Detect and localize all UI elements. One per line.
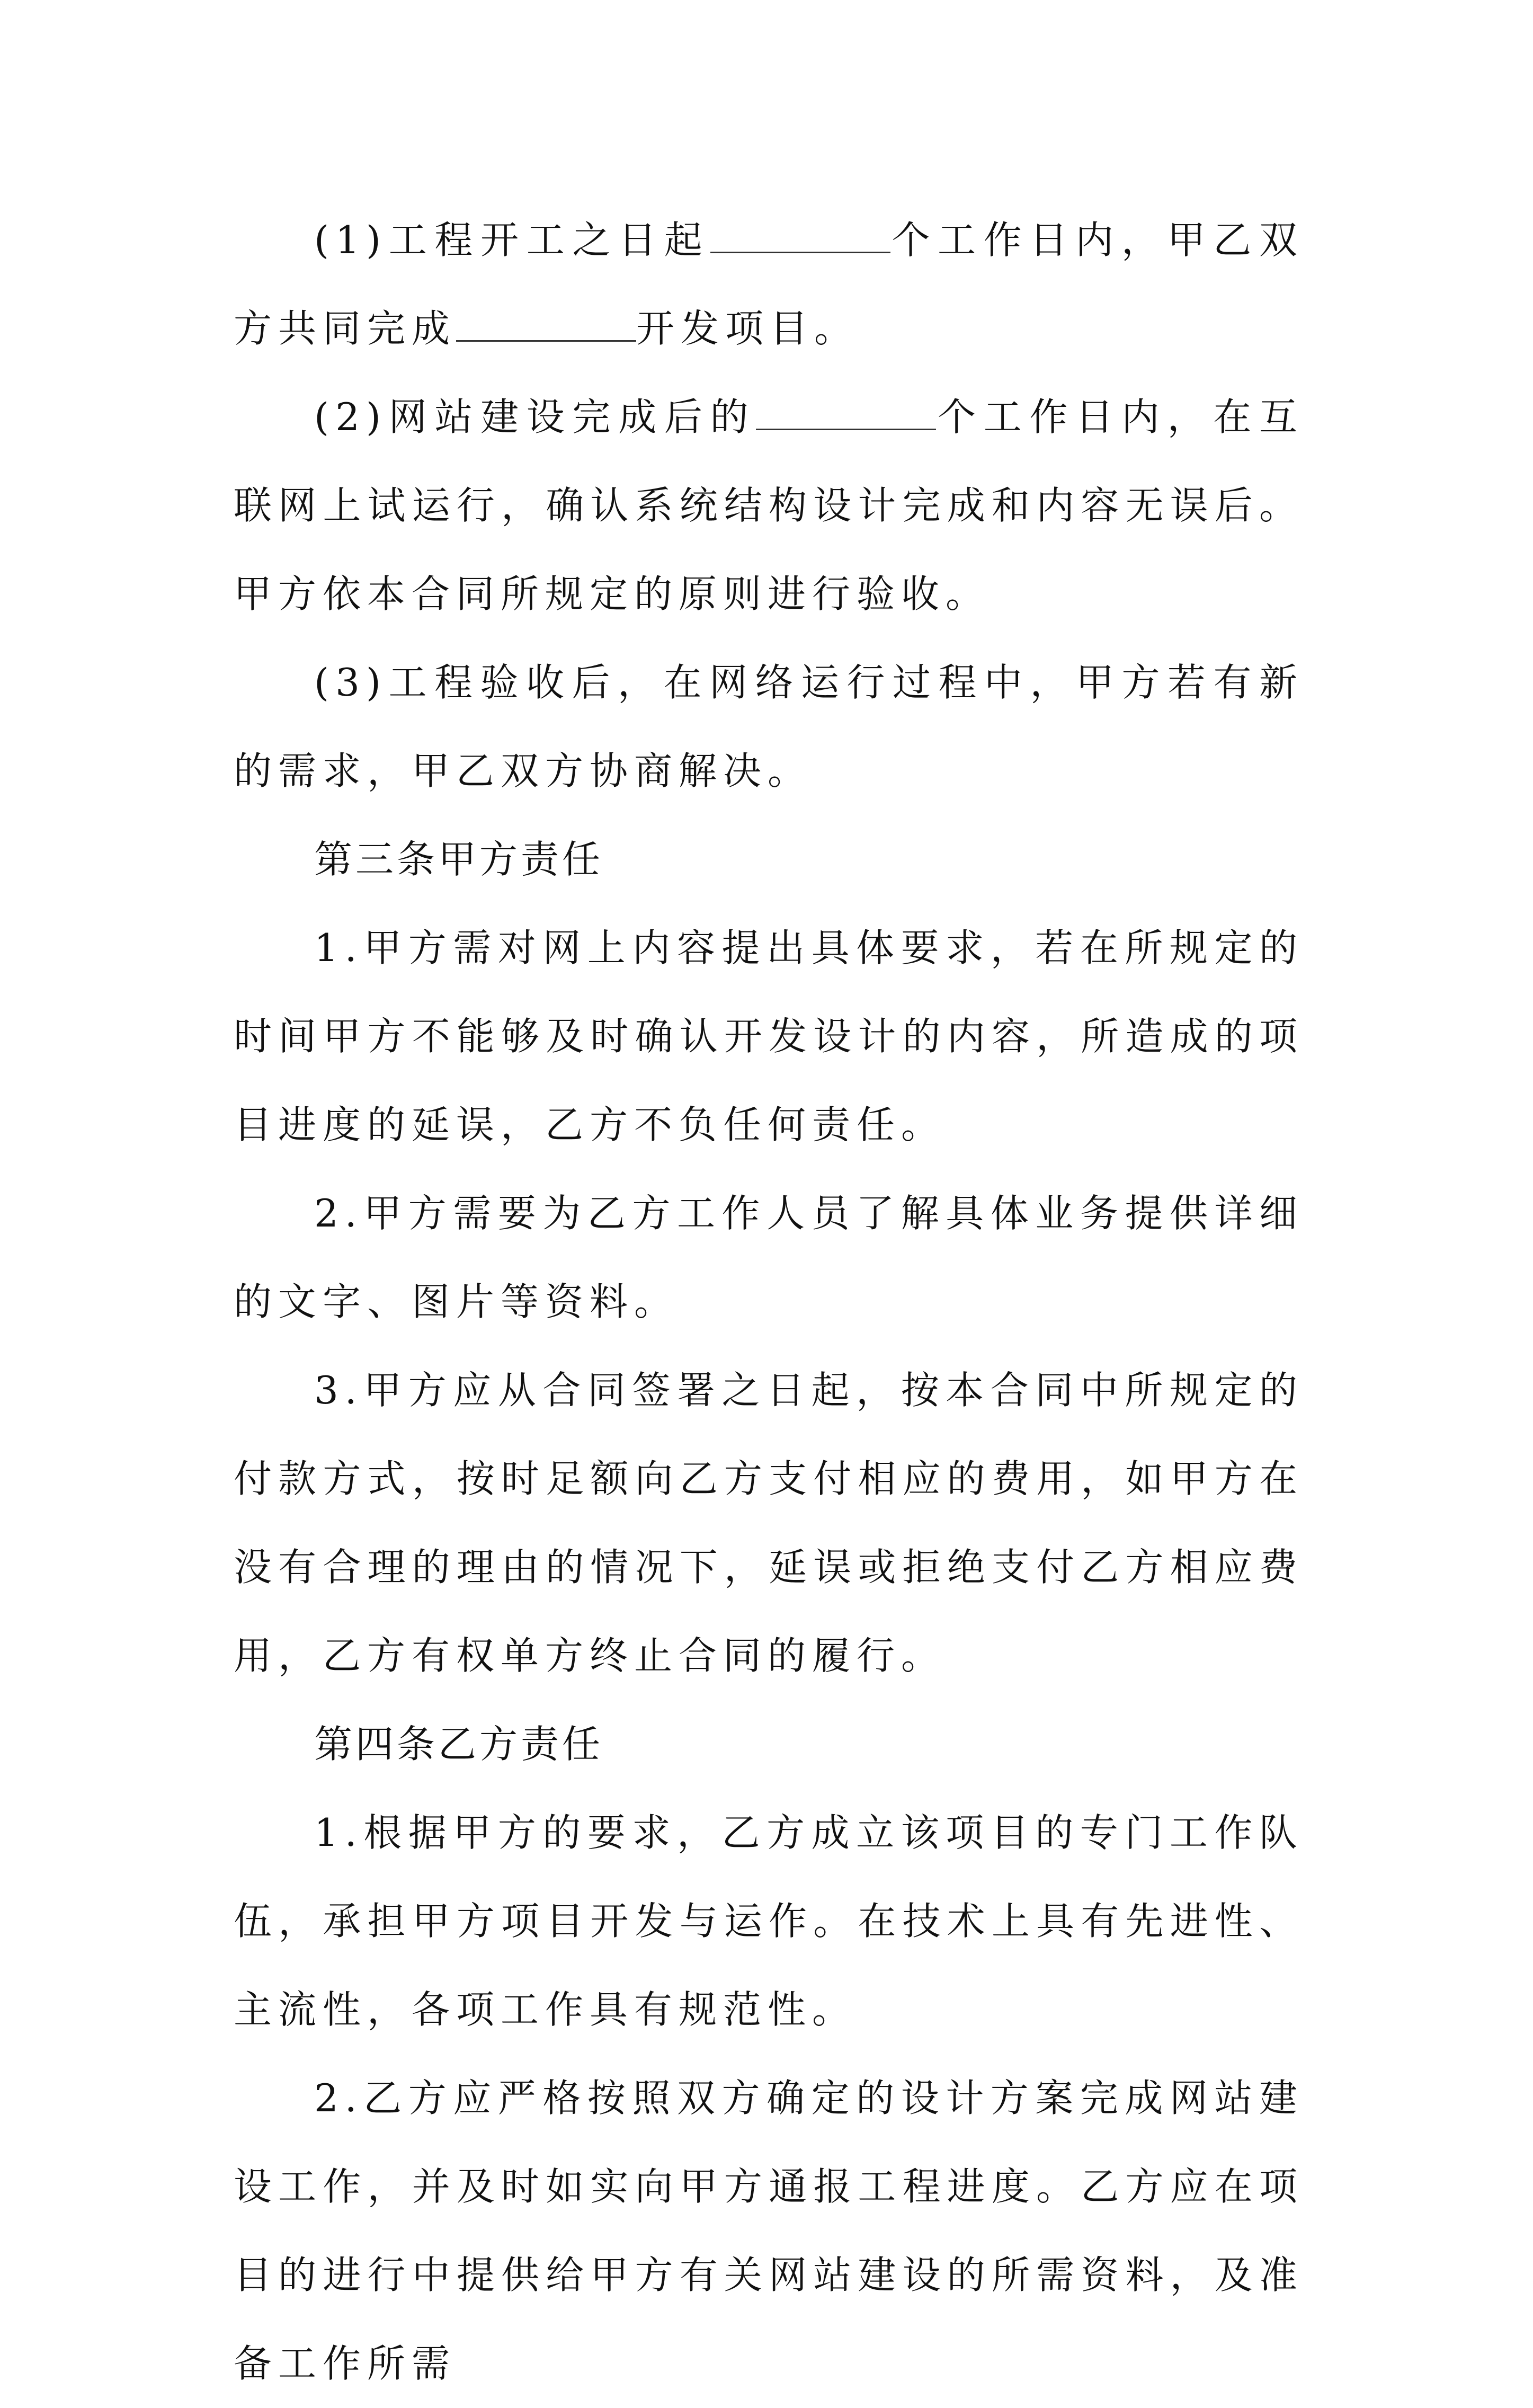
fill-in-blank-1: [710, 217, 890, 253]
paragraph-7: 1.根据甲方的要求，乙方成立该项目的专门工作队伍，承担甲方项目开发与运作。在技术上具有先进性、主流性，各项工作具有规范性。: [234, 1810, 1304, 2032]
paragraph-4: 1.甲方需对网上内容提出具体要求，若在所规定的时间甲方不能够及时确认开发设计的内容，所造成的项目进度的延误，乙方不负任何责任。: [234, 926, 1304, 1147]
paragraph-8: 2.乙方应严格按照双方确定的设计方案完成网站建设工作，并及时如实向甲方通报工程进度。乙方应在项目的进行中提供给甲方有关网站建设的所需资料，及准备工作所需: [234, 2076, 1304, 2386]
paragraph-2-text-b: 个工作日内，在互联网上试运行，确认系统结构设计完成和内容无误后。甲方依本合同所规定的原则进行验收。: [234, 395, 1304, 616]
section-heading-3: 第三条甲方责任: [314, 837, 604, 882]
paragraph-1-text-c: 开发项目。: [636, 306, 859, 351]
paragraph-5: 2.甲方需要为乙方工作人员了解具体业务提供详细的文字、图片等资料。: [234, 1191, 1304, 1324]
paragraph-2-text-a: (2)网站建设完成后的: [314, 395, 756, 439]
fill-in-blank-2: [456, 305, 636, 342]
section-heading-4: 第四条乙方责任: [314, 1722, 604, 1766]
paragraph-2: [234, 373, 1304, 638]
fill-in-blank-3: [756, 394, 936, 430]
document-body: [234, 196, 1304, 2408]
paragraph-1: [234, 196, 1304, 373]
paragraph-3: (3)工程验收后，在网络运行过程中，甲方若有新的需求，甲乙双方协商解决。: [234, 660, 1304, 793]
paragraph-6: 3.甲方应从合同签署之日起，按本合同中所规定的付款方式，按时足额向乙方支付相应的费用，如甲方在没有合理的理由的情况下，延误或拒绝支付乙方相应费用，乙方有权单方终止合同的履行。: [234, 1368, 1304, 1678]
paragraph-1-text-a: (1)工程开工之日起: [314, 218, 710, 262]
paragraph-1-text-b: 个工作日内，甲乙双方共同完成: [234, 218, 1304, 351]
